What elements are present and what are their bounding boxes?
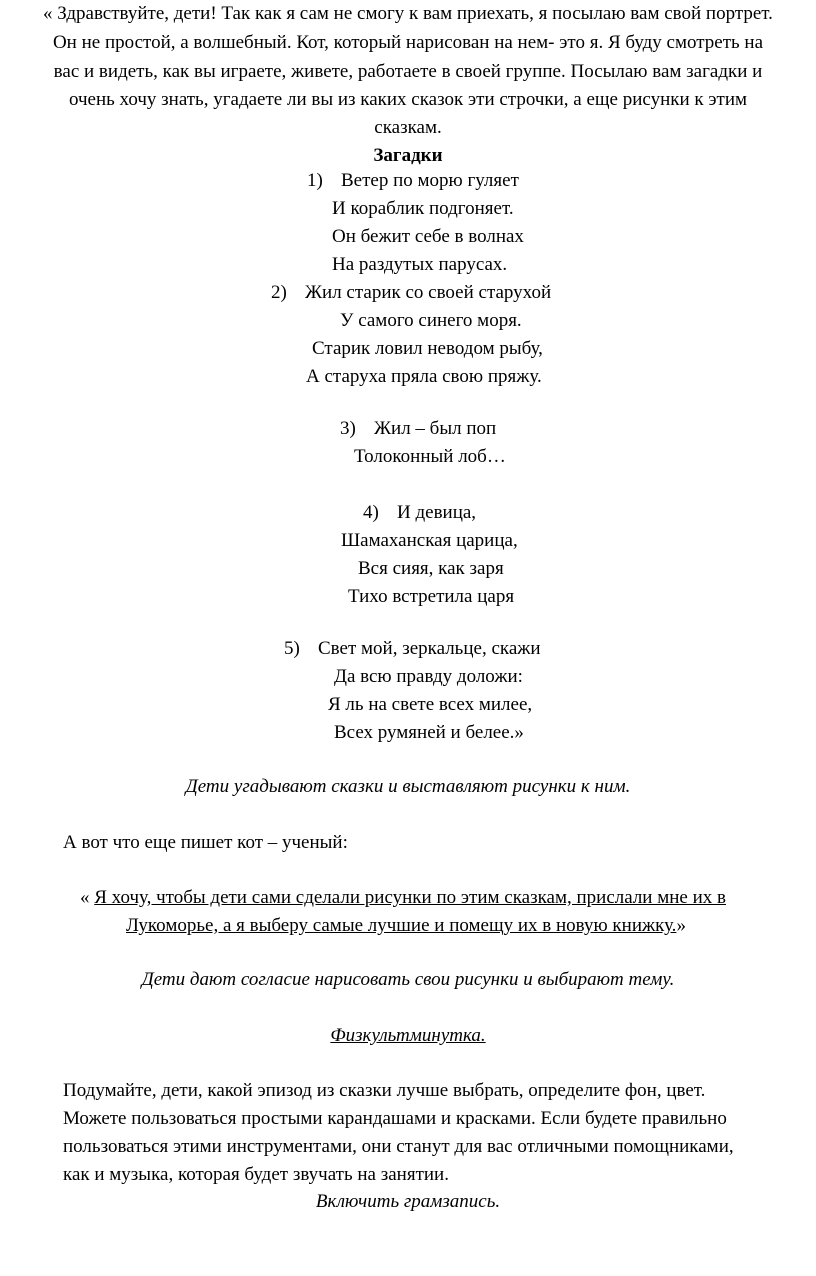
intro-line-1: « Здравствуйте, дети! Так как я сам не смогу к вам приехать, я посылаю вам свой портрет.	[43, 3, 773, 24]
note-turn-on-record: Включить грамзапись.	[315, 1191, 501, 1212]
intro-line-4: очень хочу знать, угадаете ли вы из каких сказок эти строчки, а еще рисунки к этим	[68, 89, 748, 110]
riddle-3-line-1: 3) Жил – был поп	[340, 418, 497, 439]
riddle-2-line-4: А старуха пряла свою пряжу.	[306, 366, 542, 387]
intro-line-3: вас и видеть, как вы играете, живете, работаете в своей группе. Посылаю вам загадки и	[53, 61, 763, 82]
riddle-1-line-2: И кораблик подгоняет.	[332, 198, 514, 219]
cat-intro: А вот что еще пишет кот – ученый:	[63, 832, 348, 853]
riddle-1-line-1: 1) Ветер по морю гуляет	[307, 170, 519, 191]
riddle-5-line-3: Я ль на свете всех милее,	[328, 694, 533, 715]
riddle-4-line-1: 4) И девица,	[363, 502, 477, 523]
riddle-1-number: 1)	[307, 170, 323, 191]
riddle-3-number: 3)	[340, 418, 356, 439]
riddle-5-line-4: Всех румяней и белее.»	[334, 722, 524, 743]
note-children-guess: Дети угадывают сказки и выставляют рисунки к ним.	[185, 776, 631, 797]
physical-minute: Физкультминутка.	[330, 1025, 486, 1046]
riddle-2-line-1: 2) Жил старик со своей старухой	[271, 282, 552, 303]
riddle-4-line-2: Шамаханская царица,	[341, 530, 518, 551]
riddle-2-line-3: Старик ловил неводом рыбу,	[312, 338, 543, 359]
riddle-2-number: 2)	[271, 282, 287, 303]
riddle-4-line-4: Тихо встретила царя	[348, 586, 515, 607]
riddle-1-line-3: Он бежит себе в волнах	[332, 226, 524, 247]
riddle-5-line-2: Да всю правду доложи:	[334, 666, 523, 687]
cat-quote-line-1: « Я хочу, чтобы дети сами сделали рисунки по этим сказкам, прислали мне их в	[80, 887, 726, 908]
riddle-5-number: 5)	[284, 638, 300, 659]
closing-line-4: как и музыка, которая будет звучать на занятии.	[63, 1164, 449, 1185]
riddle-4-number: 4)	[363, 502, 379, 523]
riddles-title: Загадки	[373, 145, 443, 166]
riddle-3-line-2: Толоконный лоб…	[354, 446, 506, 467]
closing-line-1: Подумайте, дети, какой эпизод из сказки лучше выбрать, определите фон, цвет.	[63, 1080, 706, 1101]
cat-quote-line-2: Лукоморье, а я выберу самые лучшие и помещу их в новую книжку.»	[126, 915, 686, 936]
riddle-5-line-1: 5) Свет мой, зеркальце, скажи	[284, 638, 541, 659]
intro-line-5: сказкам.	[374, 117, 442, 138]
intro-line-2: Он не простой, а волшебный. Кот, который нарисован на нем- это я. Я буду смотреть на	[52, 32, 764, 53]
closing-line-2: Можете пользоваться простыми карандашами и красками. Если будете правильно	[63, 1108, 727, 1129]
riddle-4-line-3: Вся сияя, как заря	[358, 558, 504, 579]
riddle-1-line-4: На раздутых парусах.	[332, 254, 508, 275]
riddle-2-line-2: У самого синего моря.	[340, 310, 522, 331]
note-children-agree: Дети дают согласие нарисовать свои рисунки и выбирают тему.	[141, 969, 675, 990]
closing-line-3: пользоваться этими инструментами, они станут для вас отличными помощниками,	[63, 1136, 734, 1157]
